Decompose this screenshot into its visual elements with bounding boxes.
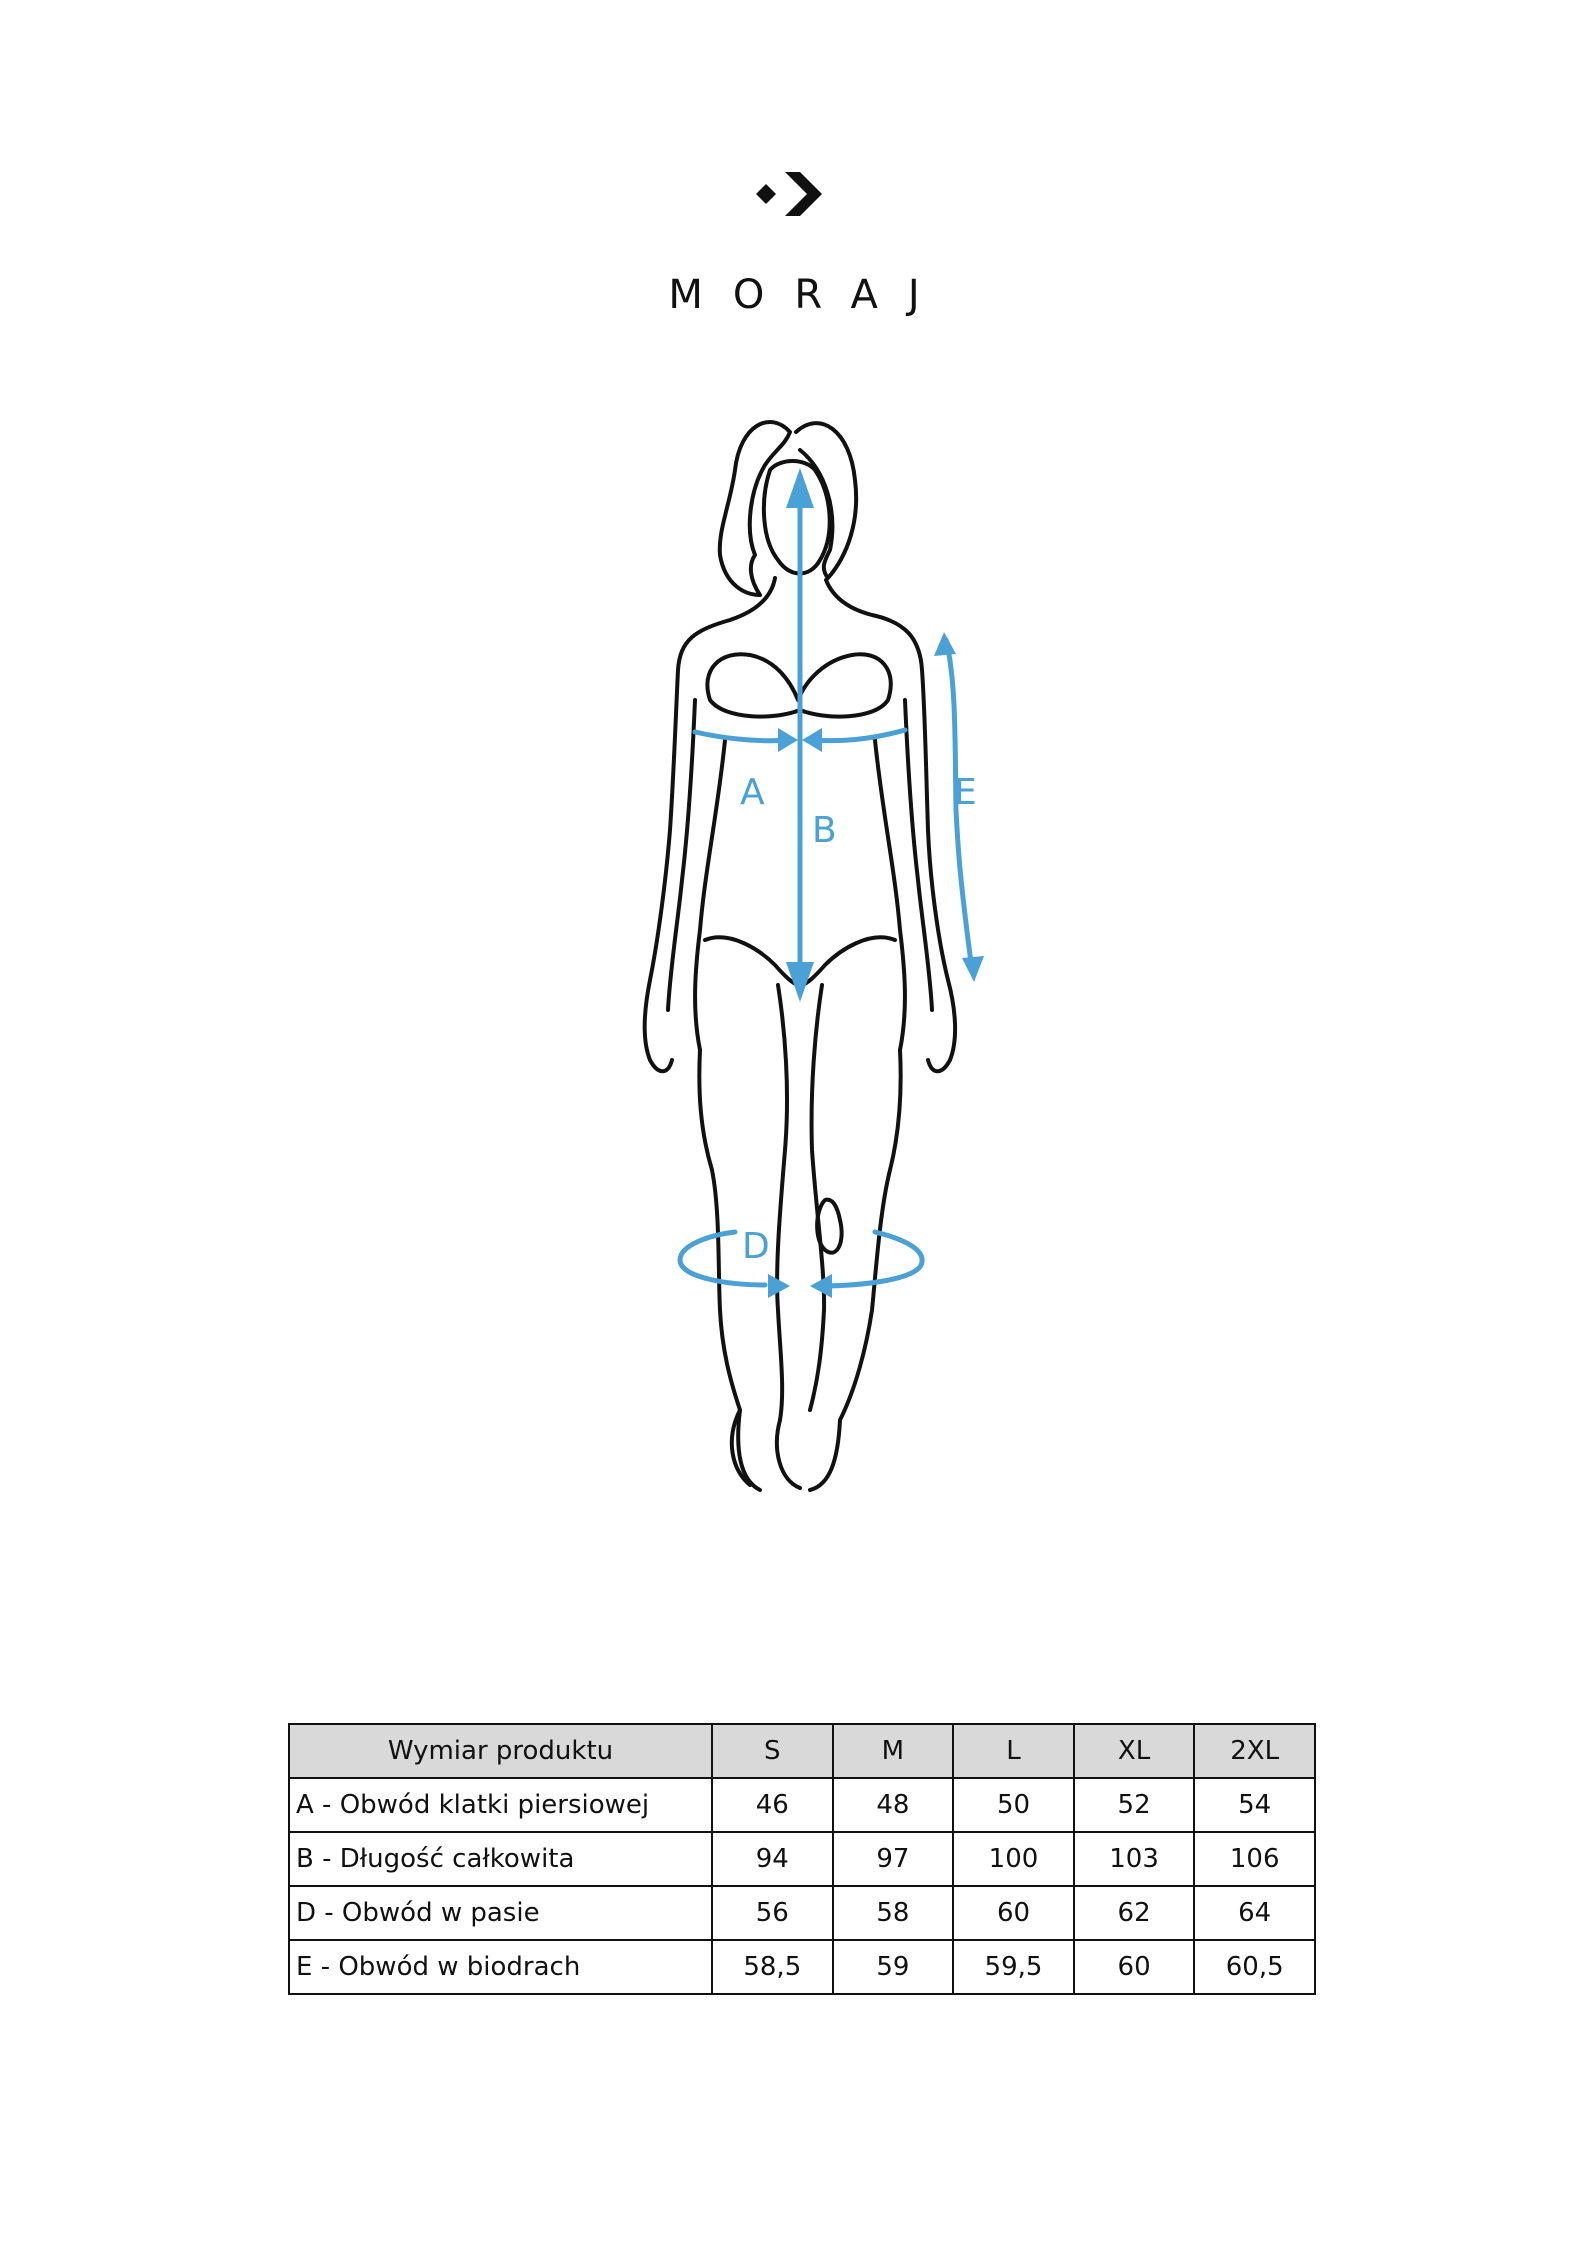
table-cell: 60	[1074, 1940, 1195, 1994]
body-measurement-figure	[600, 410, 1000, 1590]
arrow-a-left	[695, 732, 790, 741]
brand-logo	[0, 150, 1588, 320]
column-header: 2XL	[1194, 1724, 1315, 1778]
table-cell: 106	[1194, 1832, 1315, 1886]
torso-outline-left	[645, 578, 775, 1071]
leg-inner-left	[777, 985, 787, 1420]
label-e: E	[954, 772, 977, 813]
table-cell: 56	[712, 1886, 833, 1940]
table-cell: 58	[833, 1886, 954, 1940]
column-header: S	[712, 1724, 833, 1778]
label-a: A	[740, 772, 765, 813]
brand-name: MORAJ	[668, 272, 950, 318]
column-header: Wymiar produktu	[289, 1724, 712, 1778]
label-d: D	[742, 1226, 770, 1267]
table-cell: 46	[712, 1778, 833, 1832]
arrow-a-head-left	[778, 728, 798, 752]
table-cell: 54	[1194, 1778, 1315, 1832]
label-b: B	[812, 810, 837, 851]
arrow-a-head-right	[802, 728, 822, 752]
brand-mark-icon	[754, 150, 844, 240]
table-row	[289, 1778, 1315, 1832]
row-label: B - Długość całkowita	[289, 1832, 712, 1886]
hair-outline	[720, 422, 790, 595]
arrow-b-head-top	[786, 468, 814, 508]
table-cell: 58,5	[712, 1940, 833, 1994]
table-cell: 103	[1074, 1832, 1195, 1886]
table-header-row	[289, 1724, 1315, 1778]
leg-inner-right	[810, 985, 824, 1410]
column-header: XL	[1074, 1724, 1195, 1778]
leg-left	[699, 1050, 760, 1490]
arrow-e-head-top	[934, 632, 956, 656]
table-cell: 62	[1074, 1886, 1195, 1940]
arrow-e-head-bottom	[962, 956, 984, 982]
knee	[817, 1200, 842, 1253]
table-cell: 50	[953, 1778, 1074, 1832]
table-row	[289, 1832, 1315, 1886]
row-label: A - Obwód klatki piersiowej	[289, 1778, 712, 1832]
table-cell: 48	[833, 1778, 954, 1832]
column-header: L	[953, 1724, 1074, 1778]
table-cell: 100	[953, 1832, 1074, 1886]
table-cell: 64	[1194, 1886, 1315, 1940]
table-cell: 60,5	[1194, 1940, 1315, 1994]
arrow-a-right	[810, 730, 905, 741]
size-table	[288, 1723, 1316, 1995]
table-cell: 59	[833, 1940, 954, 1994]
table-row	[289, 1886, 1315, 1940]
table-cell: 97	[833, 1832, 954, 1886]
row-label: D - Obwód w pasie	[289, 1886, 712, 1940]
table-cell: 60	[953, 1886, 1074, 1940]
table-cell: 52	[1074, 1778, 1195, 1832]
table-cell: 59,5	[953, 1940, 1074, 1994]
row-label: E - Obwód w biodrach	[289, 1940, 712, 1994]
column-header: M	[833, 1724, 954, 1778]
arrow-d-right	[818, 1232, 922, 1286]
table-row	[289, 1940, 1315, 1994]
table-cell: 94	[712, 1832, 833, 1886]
